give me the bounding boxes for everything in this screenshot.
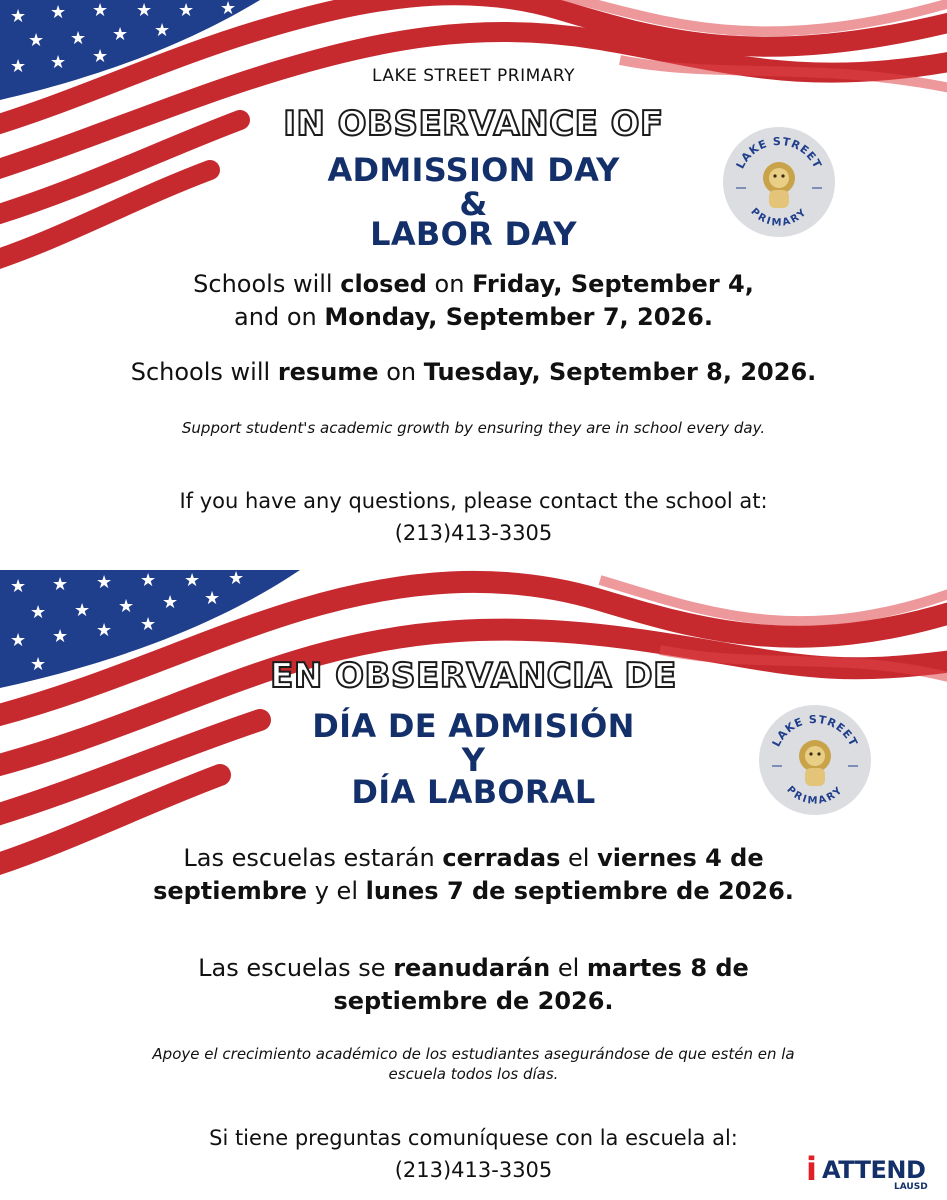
lake-street-primary-seal [758,704,872,820]
svg-text:★: ★ [50,52,67,73]
holiday-title-labor-day: LABOR DAY [370,215,577,253]
observance-heading: IN OBSERVANCE OF [283,104,664,144]
svg-text:★: ★ [178,0,195,21]
svg-text:★: ★ [140,614,157,635]
svg-text:★: ★ [154,20,171,41]
svg-text:★: ★ [92,46,109,67]
lausd-label: LAUSD [894,1182,928,1192]
svg-text:★: ★ [220,0,237,19]
svg-text:★: ★ [30,602,47,623]
svg-text:★: ★ [118,596,135,617]
svg-text:★: ★ [162,592,179,613]
svg-text:★: ★ [10,576,27,597]
holiday-ampersand: & [459,185,488,223]
svg-text:★: ★ [92,0,109,21]
svg-text:★: ★ [74,600,91,621]
svg-text:★: ★ [96,620,113,641]
contact-text: Si tiene preguntas comuníquese con la escuela al: [209,1126,738,1150]
svg-text:★: ★ [136,0,153,21]
svg-text:★: ★ [10,6,27,27]
svg-text:★: ★ [228,570,245,589]
svg-text:★: ★ [10,630,27,651]
holiday-title-admission-day: ADMISSION DAY [327,151,620,189]
lion-mascot-icon [722,126,836,238]
closure-dates-text: Schools will closed on Friday, September 4, and on Monday, September 7, 2026. [193,270,754,331]
attendance-note: Support student's academic growth by ensuring they are in school every day. [181,419,766,437]
observance-heading: EN OBSERVANCIA DE [270,656,677,696]
spanish-flyer-panel [0,570,947,1200]
school-name: LAKE STREET PRIMARY [371,66,576,86]
iattend-word: ATTEND [822,1156,926,1184]
contact-text: If you have any questions, please contact the school at: [179,489,768,513]
svg-text:★: ★ [52,574,69,595]
svg-text:★: ★ [96,572,113,593]
holiday-conjunction: Y [461,741,486,779]
svg-text:★: ★ [28,30,45,51]
svg-text:★: ★ [204,588,221,609]
svg-text:★: ★ [50,2,67,23]
resume-date-text: Las escuelas se reanudarán el martes 8 de septiembre de 2026. [198,954,749,1015]
holiday-title-labor-day: DÍA LABORAL [351,773,596,811]
iattend-lausd-logo [806,1150,940,1194]
holiday-title-admission-day: DÍA DE ADMISIÓN [312,707,635,745]
svg-text:PRIMARY: PRIMARY [784,784,846,807]
phone-number: (213)413-3305 [394,521,553,545]
svg-text:★: ★ [10,56,27,77]
svg-text:LAKE STREET: LAKE STREET [733,134,825,171]
svg-text:PRIMARY: PRIMARY [748,206,810,229]
svg-text:★: ★ [184,570,201,591]
lion-mascot-icon [758,704,872,816]
lake-street-primary-seal [722,126,836,242]
svg-text:★: ★ [70,28,87,49]
iattend-i: i [806,1150,817,1188]
svg-text:LAKE STREET: LAKE STREET [769,712,861,749]
svg-text:★: ★ [140,570,157,591]
attendance-note: Apoye el crecimiento académico de los estudiantes asegurándose de que estén en la escuela todos los días. [152,1045,795,1083]
svg-text:★: ★ [30,654,47,675]
svg-text:★: ★ [112,24,129,45]
phone-number: (213)413-3305 [394,1158,553,1182]
svg-text:★: ★ [52,626,69,647]
english-flyer-panel [0,0,947,570]
closure-dates-text: Las escuelas estarán cerradas el viernes 4 de septiembre y el lunes 7 de septiembre de 2026. [153,844,794,905]
resume-date-text: Schools will resume on Tuesday, September 8, 2026. [130,358,817,386]
